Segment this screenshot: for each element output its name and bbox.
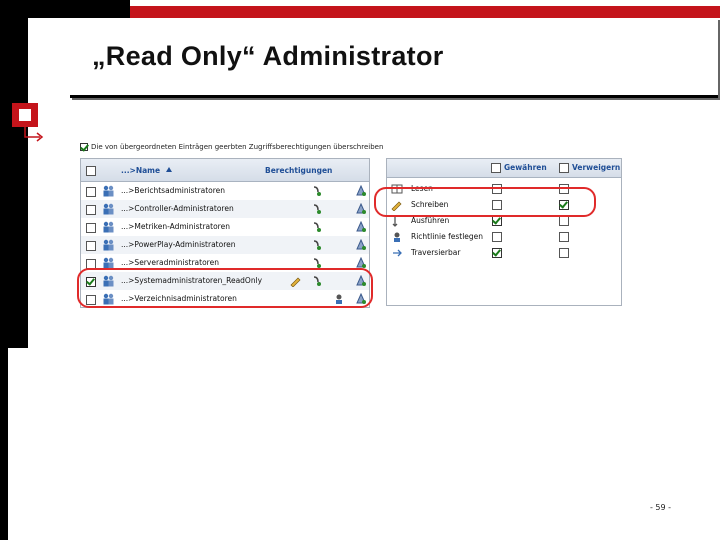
execute-icon <box>391 215 403 227</box>
traverse-permission-icon <box>311 221 323 233</box>
corner-arrow-icon <box>22 127 46 143</box>
permission-row-policy <box>387 229 621 245</box>
override-option-row[interactable] <box>80 143 383 151</box>
policy-permission-icon <box>333 293 345 305</box>
row-checkbox[interactable] <box>86 277 96 287</box>
execute-permission-icon <box>355 221 367 233</box>
execute-permission-icon <box>355 239 367 251</box>
traverse-permission-icon <box>311 275 323 287</box>
deny-execute-checkbox[interactable] <box>559 216 569 226</box>
top-red-bar <box>130 6 720 18</box>
table-row[interactable] <box>81 254 369 272</box>
group-icon <box>103 293 114 305</box>
permissions-table-header <box>387 159 621 178</box>
table-row[interactable] <box>81 182 369 200</box>
row-checkbox[interactable] <box>86 241 96 251</box>
grant-read-checkbox[interactable] <box>492 184 502 194</box>
permission-row-read <box>387 181 621 197</box>
members-table <box>80 158 370 308</box>
permission-label: Ausführen <box>411 216 450 225</box>
page-number: - 59 - <box>650 503 672 512</box>
row-label: ...>PowerPlay-Administratoren <box>121 240 236 249</box>
execute-permission-icon <box>355 257 367 269</box>
execute-permission-icon <box>355 275 367 287</box>
column-header-grant[interactable]: Gewähren <box>491 163 547 173</box>
group-icon <box>103 239 114 251</box>
slide-title: „Read Only“ Administrator <box>92 41 444 71</box>
grant-write-checkbox[interactable] <box>492 200 502 210</box>
title-box <box>70 18 718 98</box>
traverse-permission-icon <box>311 257 323 269</box>
policy-icon <box>391 231 403 243</box>
deny-traverse-checkbox[interactable] <box>559 248 569 258</box>
row-label: ...>Serveradministratoren <box>121 258 219 267</box>
row-checkbox[interactable] <box>86 259 96 269</box>
row-checkbox[interactable] <box>86 205 96 215</box>
row-label: ...>Verzeichnisadministratoren <box>121 294 237 303</box>
row-label: ...>Systemadministratoren_ReadOnly <box>121 276 263 285</box>
group-icon <box>103 203 114 215</box>
group-icon <box>103 275 114 287</box>
select-all-checkbox[interactable] <box>86 166 96 176</box>
traverse-icon <box>391 247 403 259</box>
table-row[interactable] <box>81 200 369 218</box>
group-icon <box>103 221 114 233</box>
left-black-bar <box>0 0 28 348</box>
traverse-permission-icon <box>311 203 323 215</box>
table-row[interactable] <box>81 290 369 308</box>
column-header-permissions: Berechtigungen <box>265 166 333 175</box>
override-checkbox[interactable] <box>80 143 88 151</box>
grant-traverse-checkbox[interactable] <box>492 248 502 258</box>
grant-execute-checkbox[interactable] <box>492 216 502 226</box>
table-row-selected[interactable] <box>81 272 369 290</box>
read-icon <box>391 183 403 195</box>
traverse-permission-icon <box>311 239 323 251</box>
permission-label: Traversierbar <box>411 248 461 257</box>
execute-permission-icon <box>355 293 367 305</box>
permission-label: Richtlinie festlegen <box>411 232 484 241</box>
column-header-deny[interactable]: Verweigern <box>559 163 620 173</box>
deny-policy-checkbox[interactable] <box>559 232 569 242</box>
execute-permission-icon <box>355 203 367 215</box>
override-label: Die von übergeordneten Einträgen geerbten Zugriffsberechtigungen überschreiben <box>91 143 384 151</box>
permission-label: Schreiben <box>411 200 449 209</box>
permissions-table <box>386 158 622 306</box>
traverse-permission-icon <box>311 185 323 197</box>
grant-all-checkbox[interactable] <box>491 163 501 173</box>
deny-read-checkbox[interactable] <box>559 184 569 194</box>
pencil-permission-icon <box>289 275 301 287</box>
row-label: ...>Metriken-Administratoren <box>121 222 230 231</box>
execute-permission-icon <box>355 185 367 197</box>
permission-label: Lesen <box>411 184 433 193</box>
group-icon <box>103 257 114 269</box>
deny-all-checkbox[interactable] <box>559 163 569 173</box>
permission-row-write <box>387 197 621 213</box>
deny-write-checkbox[interactable] <box>559 200 569 210</box>
grant-policy-checkbox[interactable] <box>492 232 502 242</box>
row-checkbox[interactable] <box>86 187 96 197</box>
group-icon <box>103 185 114 197</box>
row-checkbox[interactable] <box>86 295 96 305</box>
row-label: ...>Controller-Administratoren <box>121 204 234 213</box>
sort-ascending-icon <box>166 167 172 172</box>
row-label: ...>Berichtsadministratoren <box>121 186 226 195</box>
row-checkbox[interactable] <box>86 223 96 233</box>
permission-row-traverse <box>387 245 621 261</box>
table-row[interactable] <box>81 218 369 236</box>
members-table-header <box>81 159 369 182</box>
bullet-square-icon <box>12 103 38 127</box>
pencil-icon <box>391 199 403 211</box>
column-header-name[interactable]: ...>Name <box>121 166 172 175</box>
table-row[interactable] <box>81 236 369 254</box>
left-thin-bar <box>0 348 8 540</box>
permission-row-execute <box>387 213 621 229</box>
